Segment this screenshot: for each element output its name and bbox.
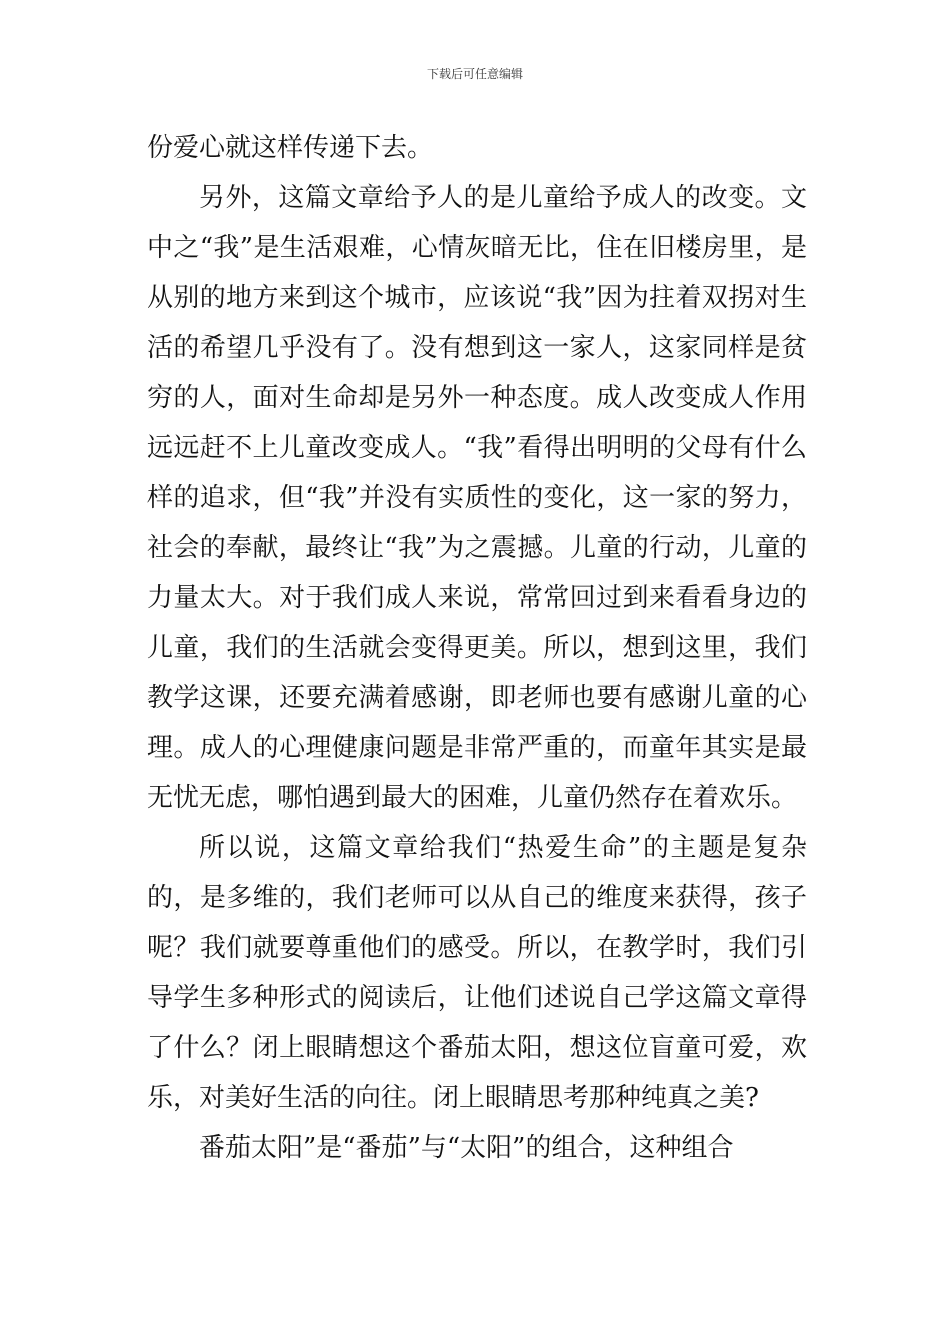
- page-header: 下载后可任意编辑: [426, 67, 523, 81]
- paragraph-4: 番茄太阳”是“番茄”与“太阳”的组合，这种组合: [199, 1133, 734, 1163]
- paragraph-3: 所以说，这篇文章给我们“热爱生命”的主题是复杂的，是多维的，我们老师可以从自己的维度来获得，孩子呢？我们就要尊重他们的感受。所以，在教学时，我们引导学生多种形式的阅读后，让他们述说自己学这篇文章得了什么？闭上眼睛想这个番茄太阳，想这位盲童可爱，欢乐，对美好生活的向往。闭上眼睛思考那种纯真之美?: [147, 833, 807, 1113]
- paragraph-1: 份爱心就这样传递下去。: [147, 133, 434, 163]
- paragraph-2: 另外，这篇文章给予人的是儿童给予成人的改变。文中之“我”是生活艰难，心情灰暗无比，住在旧楼房里，是从别的地方来到这个城市，应该说“我”因为拄着双拐对生活的希望几乎没有了。没有想到这一家人，这家同样是贫穷的人，面对生命却是另外一种态度。成人改变成人作用远远赶不上儿童改变成人。“我”看得出明明的父母有什么样的追求，但“我”并没有实质性的变化，这一家的努力，社会的奉献，最终让“我”为之震撼。儿童的行动，儿童的力量太大。对于我们成人来说，常常回过到来看看身边的儿童，我们的生活就会变得更美。所以，想到这里，我们教学这课，还要充满着感谢，即老师也要有感谢儿童的心理。成人的心理健康问题是非常严重的，而童年其实是最无忧无虑，哪怕遇到最大的困难，儿童仍然存在着欢乐。: [147, 183, 807, 813]
- document-body: [147, 123, 807, 1173]
